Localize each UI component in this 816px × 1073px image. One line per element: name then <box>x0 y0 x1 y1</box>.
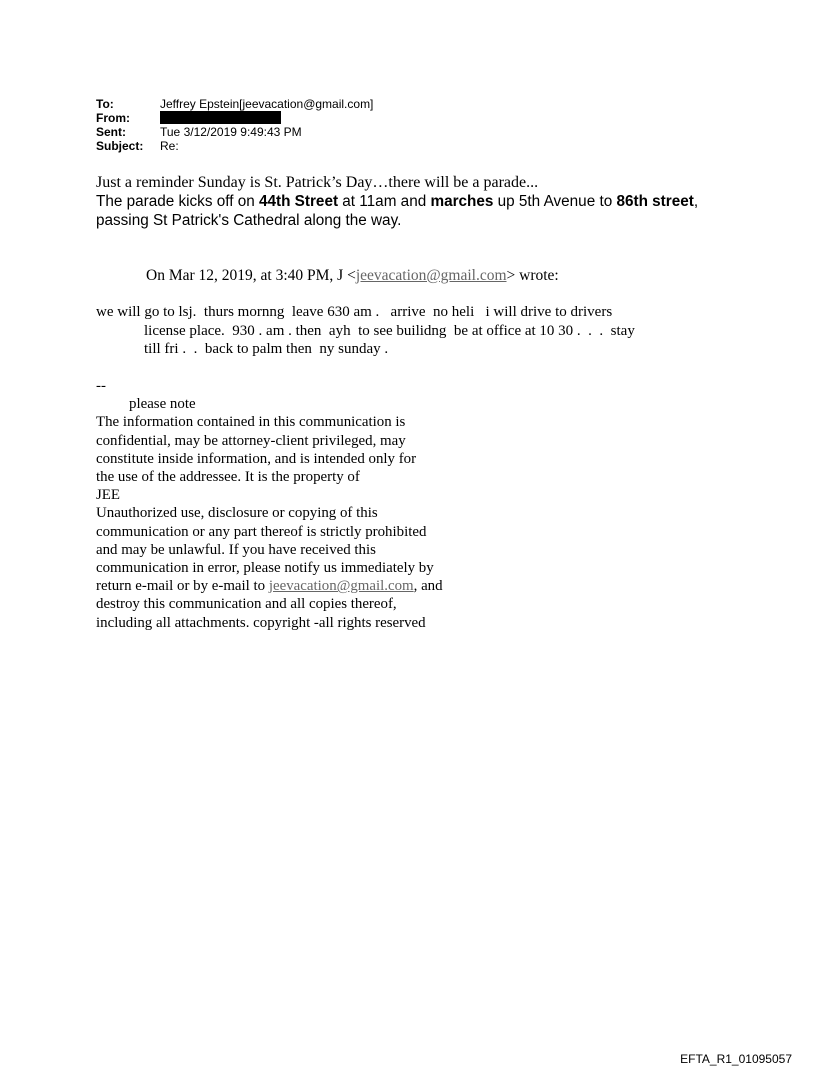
quote-intro-prefix: On Mar 12, 2019, at 3:40 PM, J < <box>146 267 356 284</box>
sent-row <box>96 125 373 139</box>
parade-text-3: up 5th Avenue to <box>493 193 617 210</box>
parade-text-1: The parade kicks off on <box>96 193 259 210</box>
sent-label: Sent: <box>96 125 126 139</box>
subject-value: Re: <box>160 139 179 153</box>
subject-row <box>96 139 373 153</box>
please-note: please note <box>129 396 196 413</box>
quoted-message <box>96 303 635 359</box>
parade-paragraph <box>96 192 716 230</box>
notify-email-link[interactable]: jeevacation@gmail.com <box>268 578 414 595</box>
disclaimer-line: communication in error, please notify us immediately by <box>96 560 434 577</box>
to-value: Jeffrey Epstein[jeevacation@gmail.com] <box>160 97 374 111</box>
reminder-text: Just a reminder Sunday is St. Patrick’s Day…there will be a parade... <box>96 174 539 191</box>
disclaimer-line: Unauthorized use, disclosure or copying of this <box>96 505 378 522</box>
parade-text-2: at 11am and <box>338 193 431 210</box>
from-row <box>96 111 373 125</box>
disclaimer-line: including all attachments. copyright -all rights reserved <box>96 614 426 631</box>
quoted-line: license place. 930 . am . then ayh to see builidng be at office at 10 30 . . . stay <box>144 322 635 339</box>
to-label: To: <box>96 97 114 111</box>
document-id: EFTA_R1_01095057 <box>680 1052 792 1066</box>
disclaimer-line: destroy this communication and all copies thereof, <box>96 596 397 613</box>
disclaimer-line: communication or any part thereof is strictly prohibited <box>96 523 427 540</box>
disclaimer-line: The information contained in this communication is <box>96 414 406 431</box>
quote-intro-suffix: > wrote: <box>506 267 559 284</box>
notify-prefix: return e-mail or by e-mail to <box>96 578 269 595</box>
disclaimer-line: and may be unlawful. If you have received this <box>96 541 376 558</box>
sent-value: Tue 3/12/2019 9:49:43 PM <box>160 125 302 139</box>
quoted-line: till fri . . back to palm then ny sunday . <box>144 341 389 357</box>
redaction-box <box>160 111 281 124</box>
parade-bold-1: 44th Street <box>258 193 339 210</box>
signature-dashes: -- <box>96 378 106 394</box>
quote-email-link[interactable]: jeevacation@gmail.com <box>355 267 507 284</box>
email-header <box>96 97 373 153</box>
signature-block <box>96 377 443 632</box>
disclaimer-line: JEE <box>96 487 120 504</box>
quote-intro <box>146 267 559 285</box>
parade-text-4: , passing St Patrick's Cathedral along the way. <box>96 193 699 229</box>
disclaimer-line: the use of the addressee. It is the property of <box>96 469 360 486</box>
from-label: From: <box>96 111 130 125</box>
quoted-line: we will go to lsj. thurs mornng leave 630 am . arrive no heli i will drive to drivers <box>96 304 613 320</box>
disclaimer-notify-line <box>96 577 443 595</box>
to-row <box>96 97 373 111</box>
disclaimer-line: constitute inside information, and is intended only for <box>96 450 417 467</box>
subject-label: Subject: <box>96 139 144 153</box>
parade-bold-2: marches <box>430 193 494 210</box>
notify-suffix: , and <box>413 578 443 595</box>
disclaimer-line: confidential, may be attorney-client privileged, may <box>96 432 406 449</box>
parade-bold-3: 86th street <box>616 193 694 210</box>
